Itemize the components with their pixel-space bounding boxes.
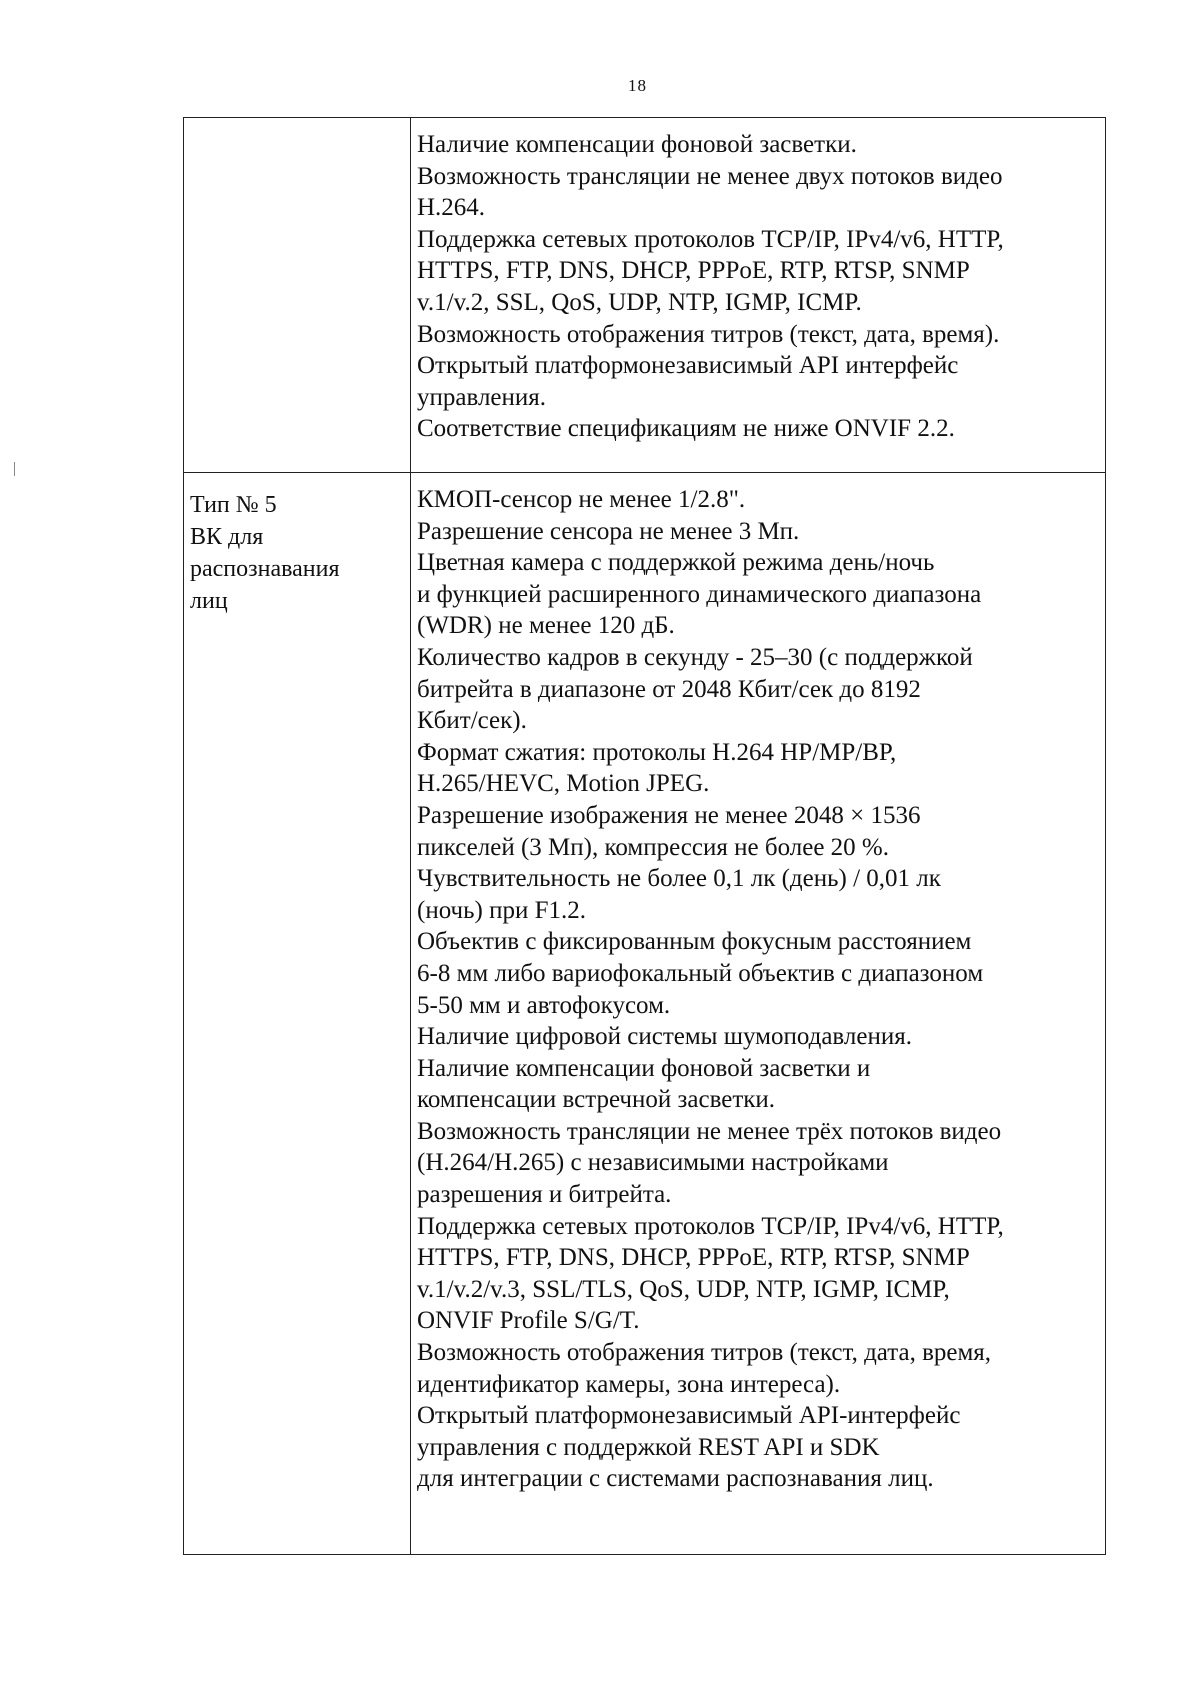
table-row — [184, 473, 1106, 1555]
spec-line: Разрешение изображения не менее 2048 × 1536 — [417, 801, 921, 829]
spec-cell — [411, 118, 1106, 473]
page-number: 18 — [628, 76, 647, 95]
spec-line: 6-8 мм либо вариофокальный объектив с диапазоном — [417, 959, 984, 987]
spec-line: Количество кадров в секунду - 25–30 (с поддержкой — [417, 643, 973, 671]
spec-cell — [411, 473, 1106, 1555]
type-cell — [184, 118, 411, 473]
spec-line: v.1/v.2, SSL, QoS, UDP, NTP, IGMP, ICMP. — [417, 288, 862, 316]
spec-line: Наличие цифровой системы шумоподавления. — [417, 1023, 912, 1051]
spec-line: Возможность отображения титров (текст, дата, время, — [417, 1339, 992, 1367]
spec-line: HTTPS, FTP, DNS, DHCP, PPPoE, RTP, RTSP, SNMP — [417, 257, 970, 285]
spec-line: управления с поддержкой REST API и SDK — [417, 1433, 880, 1461]
spec-line: (ночь) при F1.2. — [417, 896, 587, 924]
spec-line: Возможность отображения титров (текст, дата, время). — [417, 320, 1000, 348]
spec-line: КМОП-сенсор не менее 1/2.8". — [417, 486, 746, 513]
spec-line: компенсации встречной засветки. — [417, 1086, 776, 1114]
spec-line: Цветная камера с поддержкой режима день/ночь — [417, 549, 935, 577]
spec-line: HTTPS, FTP, DNS, DHCP, PPPoE, RTP, RTSP, SNMP — [417, 1244, 970, 1272]
type-line: распознавания — [190, 556, 340, 582]
spec-table — [183, 117, 1106, 1555]
spec-line: и функцией расширенного динамического диапазона — [417, 580, 982, 608]
spec-line: Открытый платформонезависимый API-интерфейс — [417, 1402, 961, 1430]
spec-line: Открытый платформонезависимый API интерфейс — [417, 352, 959, 380]
spec-line: управления. — [417, 383, 547, 411]
spec-line: Чувствительность не более 0,1 лк (день) / 0,01 лк — [417, 865, 941, 893]
margin-mark — [14, 462, 15, 476]
spec-line: Возможность трансляции не менее трёх потоков видео — [417, 1117, 1002, 1145]
spec-line: Поддержка сетевых протоколов TCP/IP, IPv4/v6, HTTP, — [417, 1212, 1004, 1240]
spec-line: для интеграции с системами распознавания лиц. — [417, 1465, 934, 1493]
spec-line: Соответствие спецификациям не ниже ONVIF 2.2. — [417, 415, 955, 443]
spec-line: разрешения и битрейта. — [417, 1181, 672, 1209]
table-row — [184, 118, 1106, 473]
spec-line: Формат сжатия: протоколы H.264 HP/MP/BP, — [417, 738, 897, 766]
spec-line: пикселей (3 Мп), компрессия не более 20 %. — [417, 833, 889, 861]
spec-line: Возможность трансляции не менее двух потоков видео — [417, 162, 1003, 190]
spec-line: Разрешение сенсора не менее 3 Мп. — [417, 517, 800, 545]
spec-line: ONVIF Profile S/G/T. — [417, 1307, 640, 1335]
spec-line: Кбит/сек). — [417, 707, 527, 735]
spec-line: идентификатор камеры, зона интереса). — [417, 1370, 841, 1398]
type-line: лиц — [190, 588, 228, 614]
spec-line: H.264. — [417, 194, 486, 222]
spec-line: битрейта в диапазоне от 2048 Кбит/сек до 8192 — [417, 675, 921, 703]
spec-line: 5-50 мм и автофокусом. — [417, 991, 671, 1019]
type-line: Тип № 5 — [190, 492, 277, 518]
type-line: ВК для — [190, 524, 264, 550]
spec-line: (H.264/H.265) с независимыми настройками — [417, 1149, 889, 1177]
spec-line: Наличие компенсации фоновой засветки. — [417, 131, 857, 158]
spec-line: Наличие компенсации фоновой засветки и — [417, 1054, 871, 1082]
spec-line: Объектив с фиксированным фокусным расстоянием — [417, 928, 972, 956]
spec-line: v.1/v.2/v.3, SSL/TLS, QoS, UDP, NTP, IGMP, ICMP, — [417, 1275, 950, 1303]
spec-line: (WDR) не менее 120 дБ. — [417, 612, 675, 640]
type-cell — [184, 473, 411, 1555]
spec-line: H.265/HEVC, Motion JPEG. — [417, 770, 710, 798]
spec-line: Поддержка сетевых протоколов TCP/IP, IPv4/v6, HTTP, — [417, 225, 1004, 253]
